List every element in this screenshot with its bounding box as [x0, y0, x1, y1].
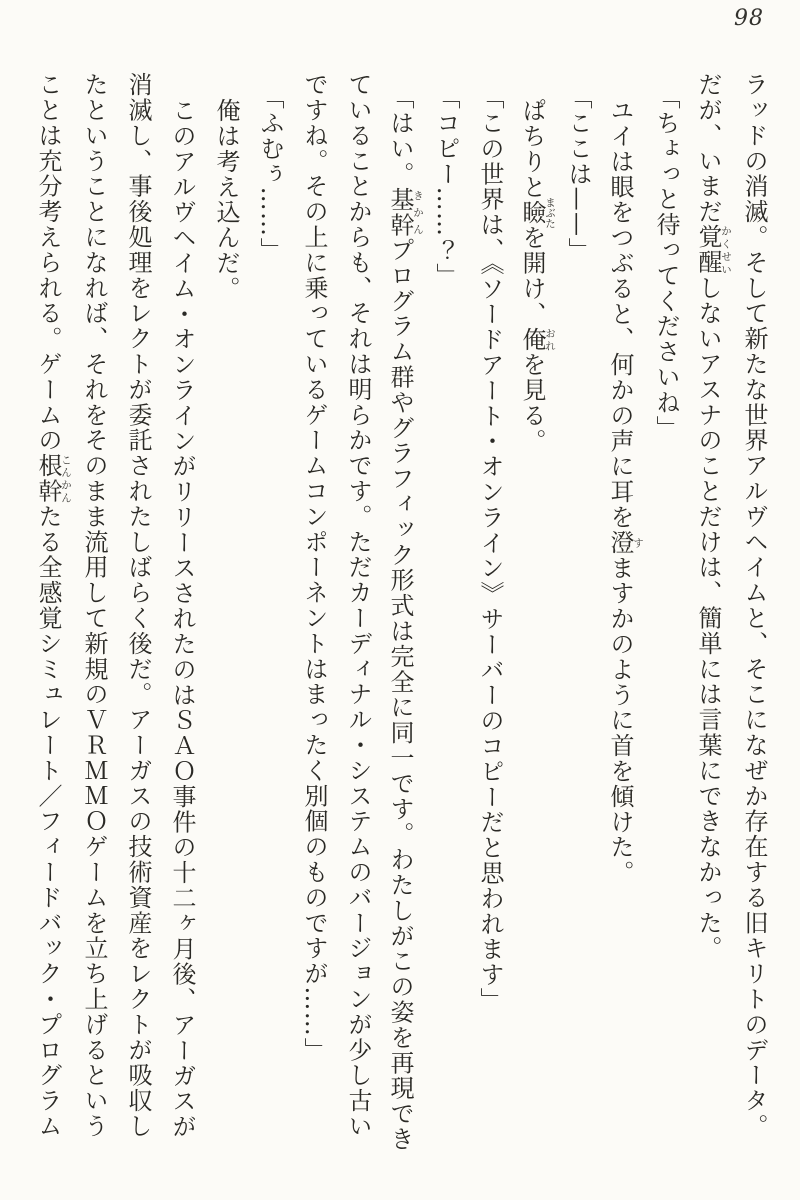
ruby-annotated-word: 基幹きかん [386, 186, 424, 238]
text-column-11: ですね。その上に乗っているゲームコンポーネントはまったく別個のものですが……」 [300, 72, 328, 1063]
text-column-9: 「はい。基幹きかんプログラム群やグラフィック形式は完全に同一です。わたしがこの姿を再現でき [386, 85, 424, 1152]
text-column-4: ユイは眼をつぶると、何かの声に耳を澄すますかのように首を傾けた。 [606, 98, 644, 886]
text-column-16: たということになれば、それをそのまま流用して新規のＶＲＭＭＯゲームを立ち上げるという [80, 72, 108, 1139]
page-number: 98 [734, 6, 764, 31]
vertical-text-block [28, 72, 776, 1150]
ruby-annotated-word: 瞼まぶた [518, 196, 556, 229]
text-column-3: 「ちょっと待ってくださいね」 [652, 85, 680, 441]
text-column-15: 消滅し、事後処理をレクトが委託されたしばらく後だ。アーガスの技術資産をレクトが吸収し [124, 72, 152, 1139]
ruby-annotated-word: 根幹こんかん [34, 453, 72, 504]
text-column-14: このアルヴヘイム・オンラインがリリースされたのはＳＡＯ事件の十二ヶ月後、アーガスが [168, 98, 196, 1140]
ruby-annotated-word: 俺おれ [518, 326, 556, 353]
text-column-1: ラッドの消滅。そして新たな世界アルヴヘイムと、そこになぜか存在する旧キリトのデータ。 [740, 72, 768, 1139]
text-column-10: ていることからも、それは明らかです。ただカーディナル・システムのバージョンが少し古い [344, 72, 372, 1139]
text-column-6: ぱちりと瞼まぶたを開け、俺おれを見る。 [518, 98, 556, 454]
text-column-8: 「コピー……？」 [432, 85, 460, 289]
text-column-5: 「ここは——」 [564, 85, 592, 263]
text-column-7: 「この世界は、《ソードアート・オンライン》サーバーのコピーだと思われます」 [476, 85, 504, 1013]
text-column-17: ことは充分考えられる。ゲームの根幹こんかんたる全感覚シミュレート／フィードバック・プログラム [34, 72, 72, 1139]
text-column-2: だが、いまだ覚醒かくせいしないアスナのことだけは、簡単には言葉にできなかった。 [694, 72, 732, 962]
text-column-12: 「ふむぅ……」 [256, 85, 284, 263]
ruby-annotated-word: 澄す [606, 529, 644, 556]
ruby-annotated-word: 覚醒かくせい [694, 224, 732, 276]
text-column-13: 俺は考え込んだ。 [212, 98, 240, 302]
